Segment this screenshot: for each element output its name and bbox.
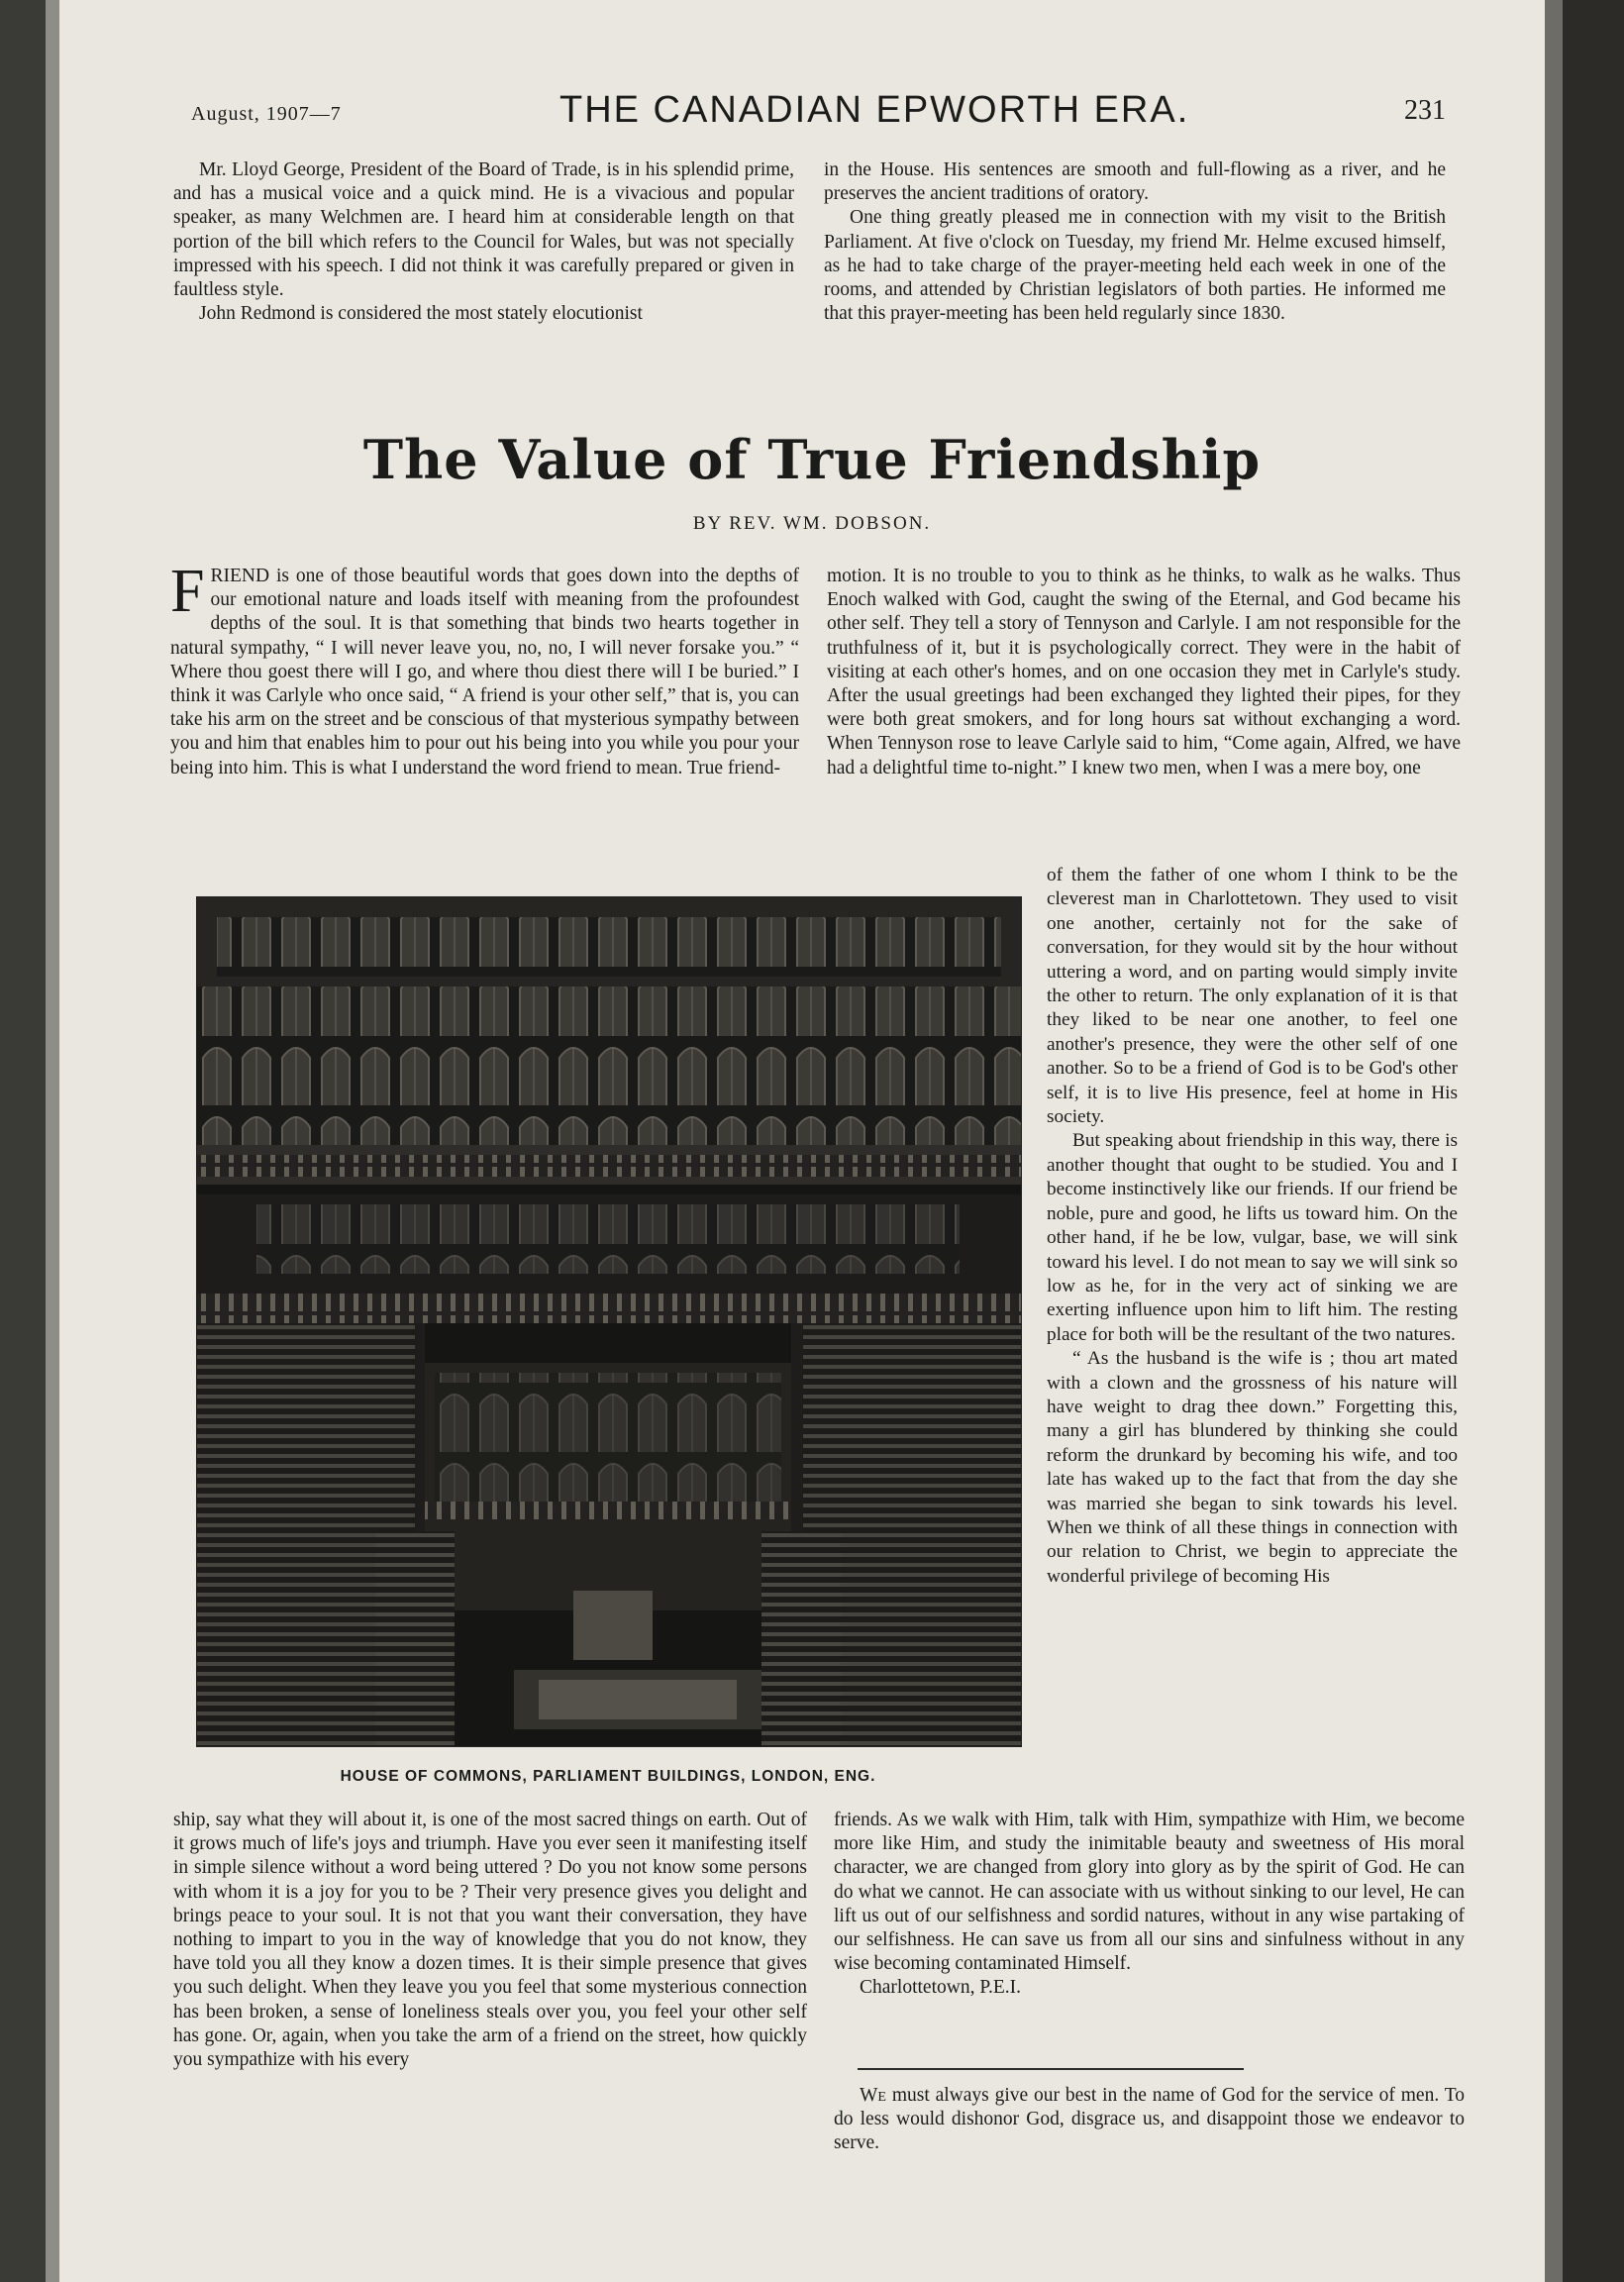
intro-paragraph: Mr. Lloyd George, President of the Board of Trade, is in his splendid prime, and has a musical voice and a quick mind. He is a vivacious and popular speaker, as many Welchmen are. I heard him at considerable length on that portion of the bill which refers to the Council for Wales, but was not specially impressed with his speech. I did not think it was carefully prepared or given in faultless style.	[173, 159, 794, 301]
article-title: The Value of True Friendship	[362, 428, 1262, 491]
article-paragraph: of them the father of one whom I think to be the cleverest man in Charlottetown. They used to visit one another, certainly not for the sake of conversation, for they would sit by the hour without uttering a word, and on parting would simply invite the other to return. The only explanation of it is that they liked to be near one another, to feel one another's presence, they were the other self of one another. So to be a friend of God is to be God's other self, it is to live His presence, feel at home in His society.	[1047, 865, 1458, 1128]
footer-note-lead: We	[860, 2085, 886, 2106]
article-paragraph: friends. As we walk with Him, talk with Him, sympathize with Him, we become more like Him, and study the inimitable beauty and sweetness of His moral character, we are changed from glory into glory as by the spirit of God. He can do what we cannot. He can associate with us without sinking to our level, He can lift us out of our selfishness and sordid natures, without in any wise partaking of our selfishness. He can save us from all our sins and sinfulness without in any wise becoming contaminated Himself.	[834, 1810, 1465, 1975]
section-divider	[858, 2068, 1244, 2070]
article-paragraph: But speaking about friendship in this way, there is another thought that ought to be studied. You and I become instinctively like our friends. If our friend be noble, pure and good, he lifts us toward him. On the other hand, if he be low, vulgar, base, we will sink toward his level. I do not mean to say we will sink so low as he, for in the very act of sinking we are exerting influence upon him to lift him. The resting place for both will be the resultant of the two natures.	[1047, 1130, 1458, 1345]
book-spine-shadow	[0, 0, 59, 2282]
article-signoff: Charlottetown, P.E.I.	[860, 1977, 1022, 1999]
article-col1-bottom	[173, 1809, 807, 2072]
publication-title: THE CANADIAN EPWORTH ERA.	[559, 89, 1190, 131]
article-col2-bottom	[834, 1809, 1465, 2001]
drop-cap: F	[170, 558, 205, 625]
article-col2-top	[827, 565, 1461, 780]
house-of-commons-photo	[196, 896, 1022, 1747]
intro-left-column	[173, 158, 794, 326]
intro-right-column	[824, 158, 1446, 326]
intro-paragraph: One thing greatly pleased me in connection with my visit to the British Parliament. At five o'clock on Tuesday, my friend Mr. Helme excused himself, as he had to take charge of the prayer-meeting held each week in one of the rooms, and attended by Christian legislators of both parties. He informed me that this prayer-meeting has been held regularly since 1830.	[824, 207, 1446, 325]
article-narrow-column	[1047, 864, 1458, 1589]
article-paragraph: ship, say what they will about it, is one of the most sacred things on earth. Out of it grows much of life's joys and triumph. Have you ever seen it manifesting itself in simple silence without a word being uttered ? Do you not know some persons with whom it is a joy for you to be ? Their very presence gives you delight and brings peace to your soul. It is not that you want their conversation, they have nothing to impart to you in the way of knowledge that you do not know, they have told you all they know a dozen times. It is their simple presence that gives you such delight. When they leave you you feel that some mysterious connection has been broken, a sense of loneliness steals over you, you feel your other self has gone. Or, again, when you take the arm of a friend on the street, how quickly you sympathize with his every	[173, 1810, 807, 2071]
intro-paragraph: in the House. His sentences are smooth and full-flowing as a river, and he preserves the ancient traditions of oratory.	[824, 159, 1446, 205]
page-number: 231	[1404, 95, 1446, 126]
footer-note	[834, 2084, 1465, 2156]
article-col1-top	[170, 558, 799, 780]
book-page-stack	[1545, 0, 1624, 2282]
article-paragraph: motion. It is no trouble to you to think as he thinks, to walk as he walks. Thus Enoch walked with God, caught the swing of the Eternal, and God became his other self. They tell a story of Tennyson and Carlyle. I am not responsible for the truthfulness of it, but it is psychologically correct. They were in the habit of visiting at each other's homes, and on one occasion they met in Carlyle's study. After the usual greetings had been exchanged they lighted their pipes, for they were both great smokers, and for long hours sat without exchanging a word. When Tennyson rose to leave Carlyle said to him, “Come again, Alfred, we have had a delightful time to-night.” I knew two men, when I was a mere boy, one	[827, 566, 1461, 778]
article-paragraph: “ As the husband is the wife is ; thou art mated with a clown and the grossness of his nature will have weight to drag thee down.” Forgetting this, many a girl has blundered by thinking she could reform the drunkard by becoming his wife, and too late has waked up to the fact that from the day she was married she began to sink towards his level. When we think of all these things in connection with our relation to Christ, we begin to appreciate the wonderful privilege of becoming His	[1047, 1348, 1458, 1587]
article-paragraph: RIEND is one of those beautiful words that goes down into the depths of our emotional nature and loads itself with meaning from the profoundest depths of the soul. It is that something that binds two hearts together in natural sympathy, “ I will never leave you, no, no, I will never forsake you.” “ Where thou goest there will I go, and where thou diest there will I be buried.” I think it was Carlyle who once said, “ A friend is your other self,” that is, you can take his arm on the street and be conscious of that mysterious sympathy between you and him that enables him to pour out his being into you while you pour your being into him. This is what I understand the word friend to mean. True friend-	[170, 566, 799, 778]
photo-caption: HOUSE OF COMMONS, PARLIAMENT BUILDINGS, LONDON, ENG.	[340, 1768, 876, 1785]
article-byline: BY REV. WM. DOBSON.	[692, 513, 932, 534]
issue-date: August, 1907—7	[191, 103, 342, 125]
intro-paragraph: John Redmond is considered the most stately elocutionist	[199, 303, 643, 325]
footer-note-text: must always give our best in the name of God for the service of men. To do less would dishonor God, disgrace us, and disappoint those we endeavor to serve.	[834, 2085, 1465, 2154]
